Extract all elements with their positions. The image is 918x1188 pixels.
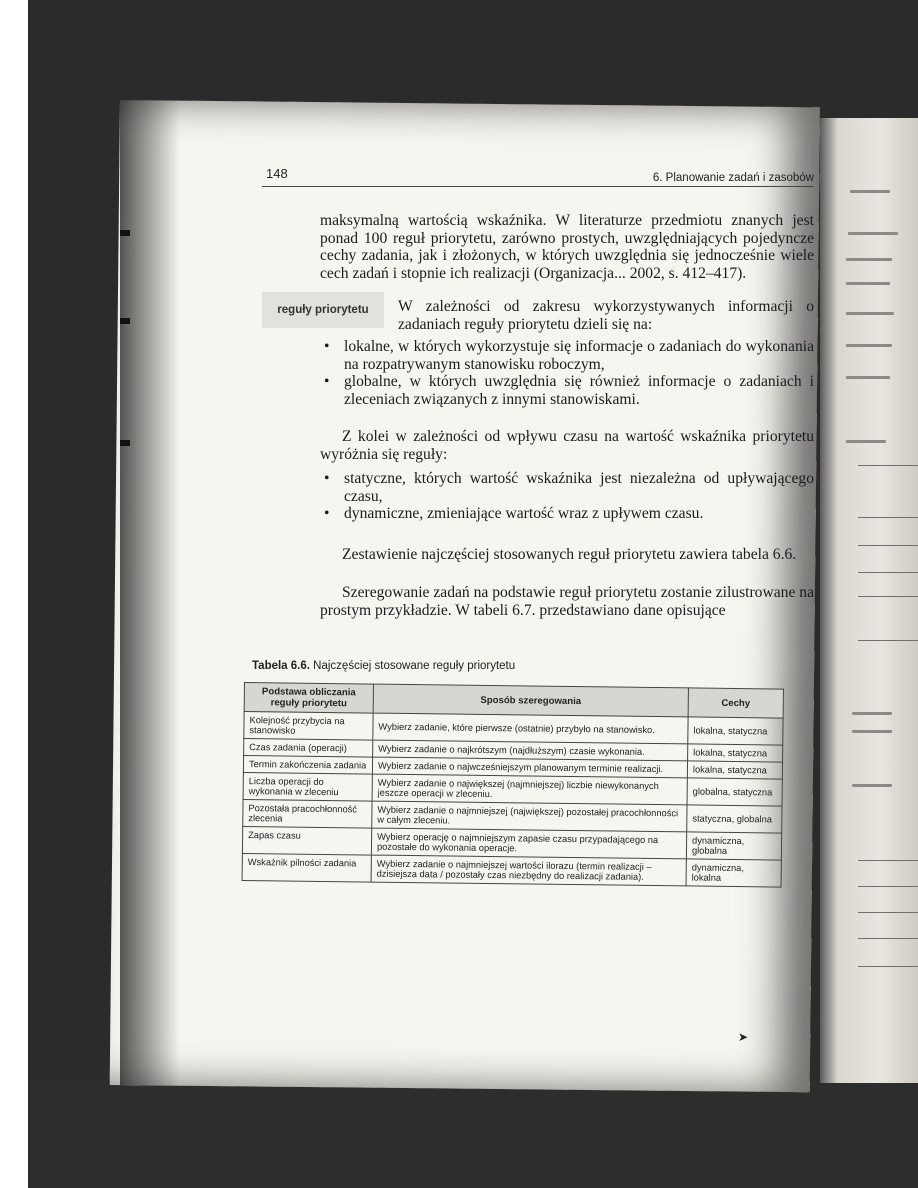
table-cell: globalna, statyczna <box>687 778 782 806</box>
list-item <box>320 505 814 523</box>
facing-page-rule <box>858 640 918 641</box>
table-cell: Wybierz zadanie, które pierwsze (ostatnie) przybyło na stanowisko. <box>373 713 688 744</box>
list-item-text: dynamiczne, zmieniające wartość wraz z upływem czasu. <box>344 505 704 522</box>
pen-mark-icon: ➤ <box>738 1030 749 1044</box>
facing-page-text-fragment <box>852 712 892 715</box>
table-caption <box>252 660 515 672</box>
binding-shadow <box>120 100 180 1085</box>
paragraph-2: W zależności od zakresu wykorzystywanych informacji o zadaniach reguły priorytetu dzieli się na: <box>398 298 814 333</box>
bullet-icon: • <box>324 505 330 522</box>
table-cell: Wybierz operację o najmniejszym zapasie czasu przypadającego na pozostałe do wykonania operacje. <box>371 828 686 859</box>
paragraph-5-block <box>320 584 814 619</box>
list-item-text: statyczne, których wartość wskaźnika jest niezależna od upływającego czasu, <box>344 470 814 505</box>
paragraph-1: maksymalną wartością wskaźnika. W literaturze przedmiotu znanych jest ponad 100 reguł priorytetu, zarówno prostych, uwzględniających pojedyncze cechy zadania, jak i złożonych, w których uwzględnia się jednocześnie wiele cech zadań i stopnie ich realizacji (Organizacja... 2002, s. 412–417). <box>320 212 814 282</box>
facing-page-text-fragment <box>850 190 890 193</box>
list-item <box>320 373 814 408</box>
facing-page-rule <box>858 517 918 518</box>
bullets-scope-block <box>320 338 814 408</box>
facing-page-rule <box>858 465 918 466</box>
list-item-text: globalne, w których uwzględnia się również informacje o zadaniach i zleceniach związanych z innymi stanowiskami. <box>344 373 814 408</box>
bullet-list-scope <box>320 338 814 408</box>
paragraph-4-block <box>320 546 814 564</box>
facing-page-rule <box>858 860 918 861</box>
running-header <box>262 162 814 187</box>
table-cell: Wybierz zadanie o najmniejszej wartości ilorazu (termin realizacji – dzisiejsza data / pozostały czas niezbędny do realizacji zadania). <box>371 855 686 886</box>
bullet-list-time <box>320 470 814 523</box>
table-cell: dynamiczna, lokalna <box>686 859 781 887</box>
table-cell: Zapas czasu <box>242 826 371 855</box>
table-cell: Termin zakończenia zadania <box>243 756 372 775</box>
paragraph-3-block <box>320 428 814 463</box>
facing-page-rule <box>858 572 918 573</box>
bullet-icon: • <box>324 470 330 487</box>
priority-rules-table <box>242 682 784 888</box>
facing-page-text-fragment <box>846 344 892 347</box>
table-cell: statyczna, globalna <box>687 805 782 833</box>
chapter-title: 6. Planowanie zadań i zasobów <box>652 172 814 184</box>
bullet-icon: • <box>324 338 330 355</box>
table-cell: Wybierz zadanie o najkrótszym (najdłuższym) czasie wykonania. <box>373 740 688 761</box>
facing-page-text-fragment <box>846 258 892 261</box>
column-header: Sposób szeregowania <box>373 684 688 717</box>
paragraph-5: Szeregowanie zadań na podstawie reguł priorytetu zostanie zilustrowane na prostym przykładzie. W tabeli 6.7. przedstawiano dane opisujące <box>320 584 814 619</box>
list-item <box>320 470 814 505</box>
table-cell: Kolejność przybycia na stanowisko <box>244 712 373 741</box>
table-cell: Pozostała pracochłonność zlecenia <box>243 799 372 828</box>
facing-page-rule <box>858 938 918 939</box>
column-header: Podstawa obliczania reguły priorytetu <box>244 683 373 714</box>
table-number: Tabela 6.6. <box>252 660 310 672</box>
table-cell: Wybierz zadanie o największej (najmniejszej) liczbie niewykonanych jeszcze operacji w zleceniu. <box>372 774 687 805</box>
facing-page-rule <box>858 545 918 546</box>
facing-page-text-fragment <box>846 312 894 315</box>
table-cell: Wybierz zadanie o najmniejszej (największej) pozostałej pracochłonności w całym zleceniu. <box>372 801 687 832</box>
paragraph-continuation <box>320 212 814 282</box>
paragraph-2-block <box>398 298 814 333</box>
page-number: 148 <box>266 166 288 181</box>
table-cell: lokalna, statyczna <box>687 761 782 779</box>
facing-page-text-fragment <box>846 282 890 285</box>
bullets-time-block <box>320 470 814 523</box>
paragraph-3: Z kolei w zależności od wpływu czasu na wartość wskaźnika priorytetu wyróżnia się reguły: <box>320 428 814 463</box>
facing-page-text-fragment <box>852 784 892 787</box>
facing-page-text-fragment <box>848 232 898 235</box>
facing-page-rule <box>858 596 918 597</box>
facing-page-rule <box>858 966 918 967</box>
paragraph-4: Zestawienie najczęściej stosowanych reguł priorytetu zawiera tabela 6.6. <box>342 546 797 563</box>
scanner-background-bottom <box>28 1080 918 1188</box>
binding-mark <box>120 440 130 446</box>
list-item <box>320 338 814 373</box>
binding-mark <box>120 318 130 324</box>
facing-page-text-fragment <box>846 440 886 443</box>
table-cell: lokalna, statyczna <box>688 717 783 745</box>
table-cell: Liczba operacji do wykonania w zleceniu <box>243 772 372 801</box>
facing-page-rule <box>858 886 918 887</box>
table-cell: Czas zadania (operacji) <box>244 739 373 758</box>
table-cell: Wybierz zadanie o najwcześniejszym planowanym terminie realizacji. <box>372 757 687 778</box>
facing-page-rule <box>858 912 918 913</box>
column-header: Cechy <box>688 688 783 718</box>
table-title: Najczęściej stosowane reguły priorytetu <box>313 660 516 672</box>
bullet-icon: • <box>324 373 330 390</box>
binding-mark <box>120 230 130 236</box>
margin-keyword-label: reguły priorytetu <box>262 292 384 328</box>
table-cell: Wskaźnik pilności zadania <box>242 853 371 882</box>
list-item-text: lokalne, w których wykorzystuje się informacje o zadaniach do wykonania na rozpatrywanym stanowisku roboczym, <box>344 338 814 373</box>
table-cell: dynamiczna, globalna <box>686 832 781 860</box>
facing-page-text-fragment <box>852 730 892 733</box>
facing-page-text-fragment <box>846 376 890 379</box>
table-cell: lokalna, statyczna <box>688 744 783 762</box>
